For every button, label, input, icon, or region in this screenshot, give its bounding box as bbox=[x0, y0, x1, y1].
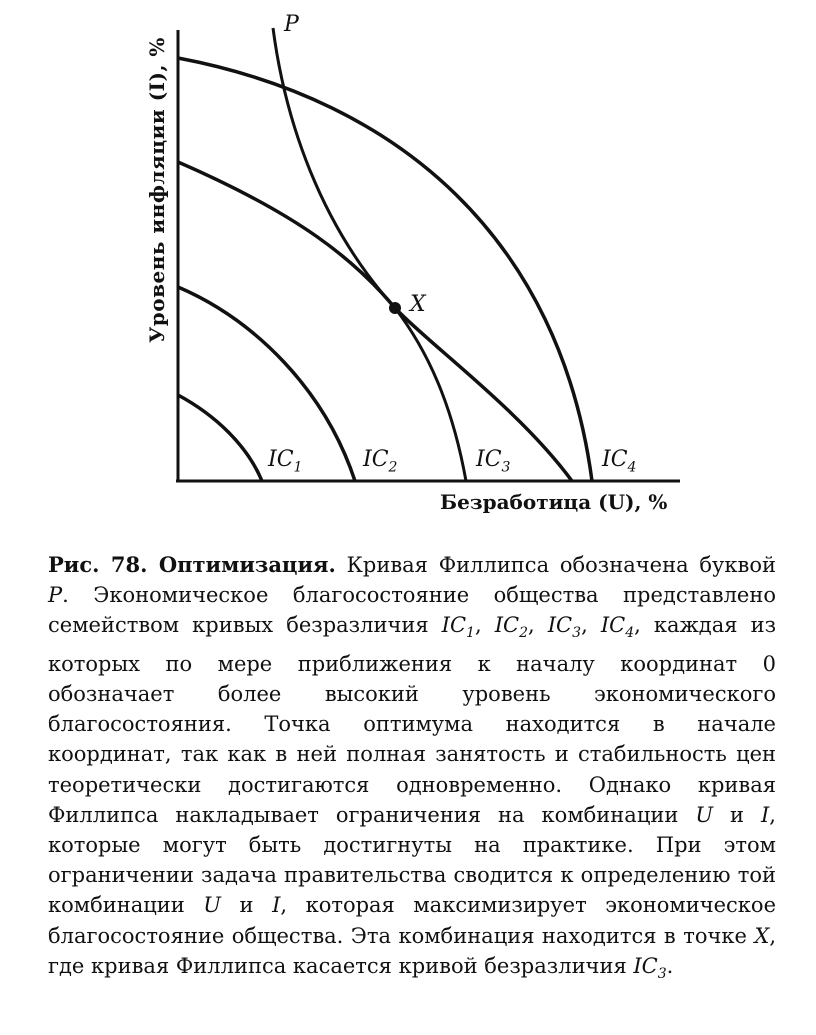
caption-math-symbol: $IC_4$ bbox=[600, 613, 635, 642]
caption-text: Кривая Филлипса обозначена буквой bbox=[335, 553, 776, 577]
ic3-label: $IC_3$ bbox=[476, 447, 511, 476]
ic2-curve bbox=[178, 287, 355, 481]
ic4-curve bbox=[178, 58, 592, 481]
caption-text: , которая максимизирует экономическое благосостояние общества. Эта комбинация находится в точке bbox=[48, 893, 776, 948]
x-axis-label: Безработица (U), % bbox=[440, 490, 668, 514]
caption-math-symbol: P bbox=[48, 583, 63, 608]
caption-text: и bbox=[713, 802, 761, 827]
caption-math-symbol: $IC_1$ bbox=[441, 613, 475, 642]
caption-heading: Рис. 78. Оптимизация. bbox=[48, 552, 336, 577]
caption-math-symbol: I bbox=[761, 802, 770, 827]
caption-text: , bbox=[474, 613, 495, 638]
ic1-label: $IC_1$ bbox=[268, 447, 303, 476]
caption-text: , bbox=[581, 613, 601, 638]
caption-text: , каждая из которых по мере приближения к началу координат 0 обозначает более высокий уровень экономического благосостояния. Точка оптимума находится в начале координат, так как в ней полная занятость и стабильность цен теоретически достигаются одновременно. Однако кривая Филлипса накладывает ограничения на комбинации bbox=[48, 613, 777, 827]
caption-text: . bbox=[666, 953, 674, 978]
caption-body bbox=[48, 553, 777, 983]
phillips-curve-label: P bbox=[284, 12, 299, 37]
caption-text: , которые могут быть достигнуты на практике. При этом ограничении задача правительства сводится к определению той комбинации bbox=[48, 802, 776, 918]
ic2-label: $IC_2$ bbox=[363, 447, 398, 476]
ic1-curve bbox=[178, 395, 262, 481]
point-x-label: X bbox=[410, 292, 426, 317]
caption-math-symbol: $IC_3$ bbox=[547, 613, 582, 642]
ic4-label: $IC_4$ bbox=[602, 447, 637, 476]
caption-math-symbol: U bbox=[695, 802, 714, 827]
caption-math-symbol: U bbox=[203, 893, 221, 918]
caption-math-symbol: $IC_3$ bbox=[633, 953, 667, 983]
point-x-marker bbox=[389, 302, 401, 314]
caption-math-symbol: $IC_2$ bbox=[494, 613, 529, 642]
figure-caption bbox=[48, 550, 776, 989]
caption-text: . Экономическое благосостояние общества представлено семейством кривых безразличия bbox=[48, 583, 776, 638]
y-axis-label: Уровень инфляции (I), % bbox=[145, 37, 169, 343]
caption-text: , bbox=[528, 613, 548, 638]
caption-text: , где кривая Филлипса касается кривой безразличия bbox=[48, 923, 776, 978]
caption-math-symbol: I bbox=[272, 893, 281, 918]
caption-math-symbol: X bbox=[754, 923, 770, 948]
caption-text: и bbox=[221, 893, 273, 918]
